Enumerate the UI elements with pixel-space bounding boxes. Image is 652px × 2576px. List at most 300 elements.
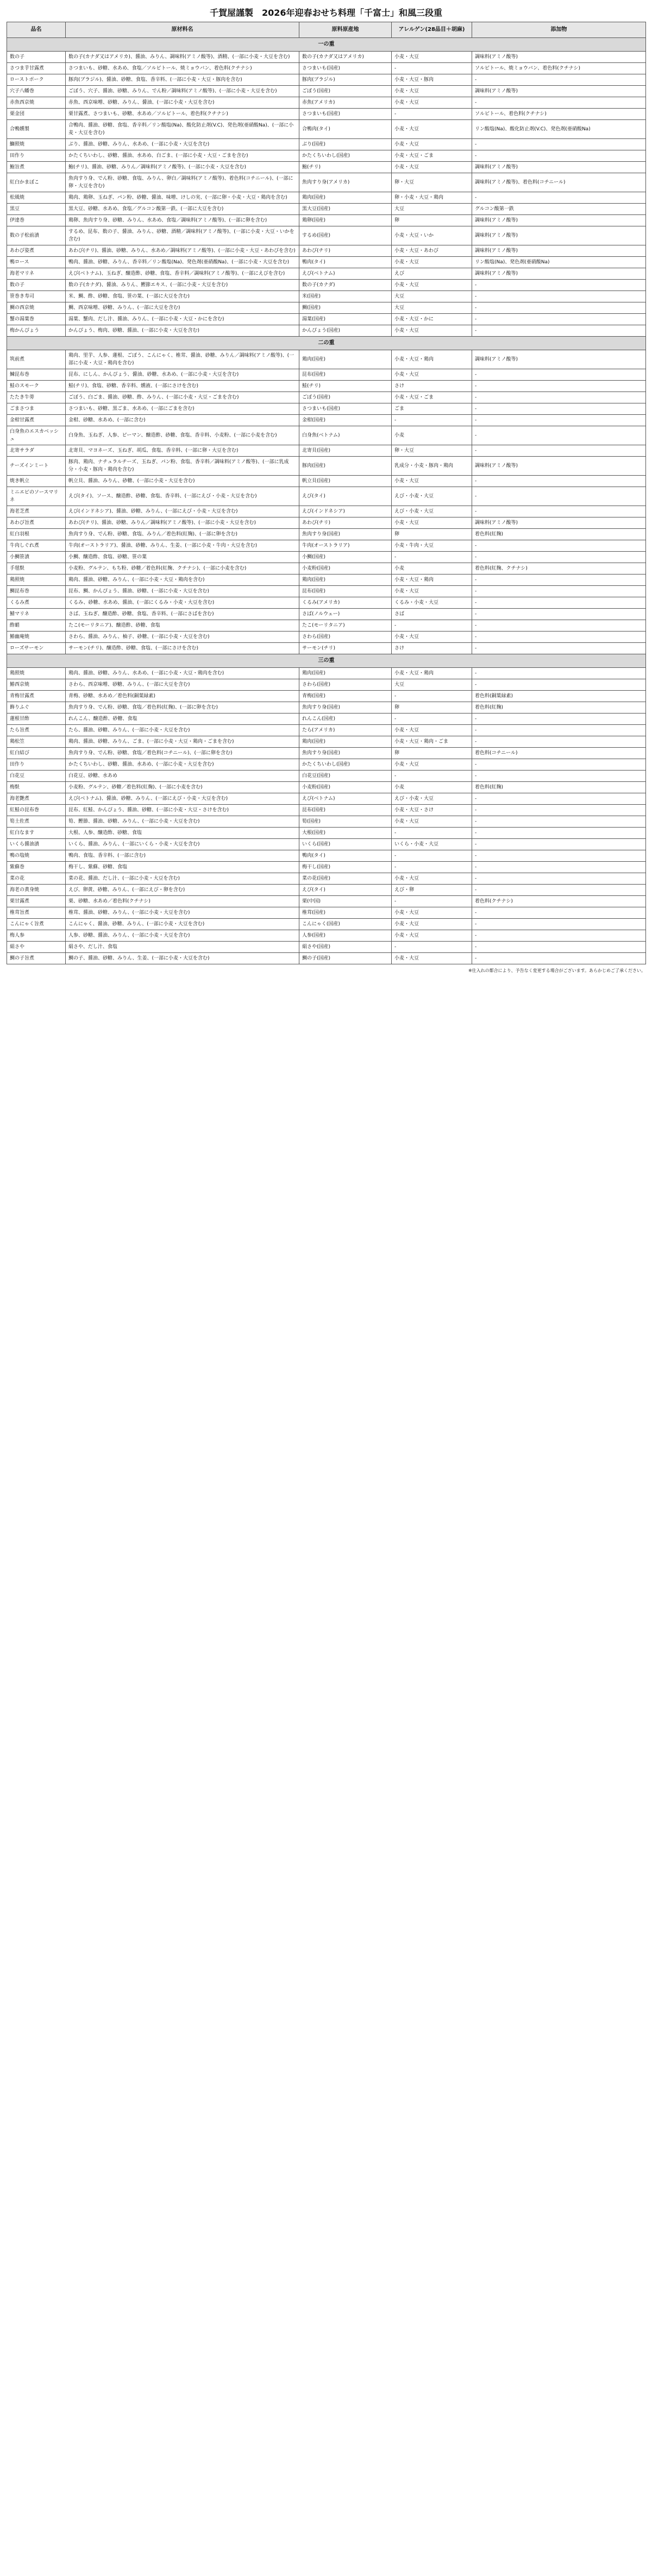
cell-allergens: えび・小麦・大豆 <box>392 506 472 517</box>
cell-additives: - <box>472 793 646 805</box>
table-row <box>7 643 646 654</box>
cell-additives: 着色料(銅葉緑素) <box>472 691 646 702</box>
cell-product-name: 鯖マリネ <box>7 609 66 620</box>
cell-origin: 魚肉すり身(国産) <box>299 702 392 714</box>
cell-origin: 鶏肉(国産) <box>299 574 392 586</box>
cell-additives: - <box>472 668 646 679</box>
tier-label: 二の重 <box>7 337 646 350</box>
table-row <box>7 381 646 392</box>
cell-allergens: 小麦 <box>392 563 472 574</box>
cell-ingredients: さば、玉ねぎ、醸造酢、砂糖、食塩、香辛料、(一部にさばを含む) <box>66 609 299 620</box>
cell-ingredients: 青梅、砂糖、水あめ／着色料(銅葉緑素) <box>66 691 299 702</box>
cell-ingredients: 豚肉(ブラジル)、醤油、砂糖、食塩、香辛料、(一部に小麦・大豆・豚肉を含む) <box>66 74 299 86</box>
cell-additives: - <box>472 574 646 586</box>
table-row <box>7 725 646 736</box>
cell-allergens: くるみ・小麦・大豆 <box>392 597 472 609</box>
tier-label: 三の重 <box>7 654 646 668</box>
table-row <box>7 805 646 816</box>
cell-ingredients: 小鯛、醸造酢、食塩、砂糖、笹の葉 <box>66 552 299 563</box>
cell-allergens: 小麦・大豆 <box>392 120 472 139</box>
cell-origin: えび(タイ) <box>299 487 392 506</box>
cell-ingredients: 白花豆、砂糖、水あめ <box>66 771 299 782</box>
table-row <box>7 426 646 445</box>
cell-additives: 調味料(アミノ酸等)、着色料(コチニール) <box>472 173 646 192</box>
table-row <box>7 268 646 280</box>
cell-allergens: えび <box>392 268 472 280</box>
cell-product-name: 笹巻き寿司 <box>7 291 66 302</box>
cell-origin: 梅干し(国産) <box>299 862 392 873</box>
table-row <box>7 291 646 302</box>
table-row <box>7 74 646 86</box>
header-additives: 添加物 <box>472 22 646 38</box>
cell-ingredients: 帆立貝、醤油、みりん、砂糖、(一部に小麦・大豆を含む) <box>66 476 299 487</box>
header-allergens: アレルゲン(28品目＋胡麻) <box>392 22 472 38</box>
cell-allergens: - <box>392 109 472 120</box>
cell-allergens: 小麦・大豆 <box>392 725 472 736</box>
cell-ingredients: 豚肉、鶏肉、ナチュラルチーズ、玉ねぎ、パン粉、食塩、香辛料／調味料(アミノ酸等)、(一部に乳成分・小麦・豚肉・鶏肉を含む) <box>66 457 299 476</box>
cell-origin: えび(タイ) <box>299 885 392 896</box>
cell-additives: - <box>472 850 646 862</box>
cell-product-name: 数の子松前漬 <box>7 226 66 245</box>
cell-allergens: 卵・大豆 <box>392 445 472 457</box>
cell-product-name: さつま芋甘露煮 <box>7 63 66 74</box>
cell-additives: 調味料(アミノ酸等) <box>472 517 646 529</box>
cell-allergens: 小麦・大豆 <box>392 919 472 930</box>
cell-product-name: 梅麩 <box>7 782 66 793</box>
table-row <box>7 552 646 563</box>
cell-additives: - <box>472 873 646 885</box>
cell-additives: - <box>472 314 646 325</box>
cell-additives: - <box>472 771 646 782</box>
cell-additives: - <box>472 540 646 552</box>
table-row <box>7 506 646 517</box>
table-row <box>7 86 646 97</box>
cell-ingredients: 鶏肉、醤油、砂糖、みりん、ごま、(一部に小麦・大豆・鶏肉・ごまを含む) <box>66 736 299 748</box>
cell-origin: 鴨肉(タイ) <box>299 850 392 862</box>
cell-origin: 金柑(国産) <box>299 415 392 426</box>
cell-product-name: 鶏松笠 <box>7 736 66 748</box>
table-row <box>7 702 646 714</box>
cell-product-name: 紅白結び <box>7 748 66 759</box>
cell-origin: 大根(国産) <box>299 828 392 839</box>
cell-product-name: 田作り <box>7 150 66 162</box>
table-row <box>7 839 646 850</box>
table-row <box>7 953 646 964</box>
cell-allergens: 卵 <box>392 702 472 714</box>
table-row <box>7 314 646 325</box>
cell-origin: 昆布(国産) <box>299 586 392 597</box>
cell-additives: - <box>472 816 646 828</box>
cell-additives: 調味料(アミノ酸等) <box>472 215 646 226</box>
cell-allergens: 小麦・大豆・いか <box>392 226 472 245</box>
cell-additives: グルコン酸第一鉄 <box>472 204 646 215</box>
cell-product-name: 田作り <box>7 759 66 771</box>
cell-additives: - <box>472 907 646 919</box>
cell-ingredients: 米、鯛、酢、砂糖、食塩、笹の葉、(一部に大豆を含む) <box>66 291 299 302</box>
cell-allergens: 大豆 <box>392 302 472 314</box>
cell-allergens: - <box>392 714 472 725</box>
cell-origin: 合鴨肉(タイ) <box>299 120 392 139</box>
cell-product-name: 鯛の子旨煮 <box>7 953 66 964</box>
cell-product-name: 鰊昆布巻 <box>7 369 66 381</box>
table-row <box>7 748 646 759</box>
cell-product-name: 海老マリネ <box>7 268 66 280</box>
cell-allergens: 乳成分・小麦・豚肉・鶏肉 <box>392 457 472 476</box>
table-row <box>7 162 646 173</box>
table-row <box>7 403 646 415</box>
table-row <box>7 257 646 268</box>
cell-ingredients: 魚肉すり身、でん粉、砂糖、食塩、みりん／着色料(紅麹)、(一部に卵を含む) <box>66 529 299 540</box>
cell-additives: 調味料(アミノ酸等) <box>472 52 646 63</box>
cell-allergens: ごま <box>392 403 472 415</box>
cell-ingredients: ごぼう、穴子、醤油、砂糖、みりん、でん粉／調味料(アミノ酸等)、(一部に小麦・大豆を含む) <box>66 86 299 97</box>
table-row <box>7 204 646 215</box>
cell-allergens: 小麦・大豆 <box>392 873 472 885</box>
cell-ingredients: 筍、鰹節、醤油、砂糖、みりん、(一部に小麦・大豆を含む) <box>66 816 299 828</box>
cell-additives: - <box>472 506 646 517</box>
cell-product-name: 数の子 <box>7 280 66 291</box>
cell-product-name: 筍土佐煮 <box>7 816 66 828</box>
cell-allergens: 小麦・大豆 <box>392 517 472 529</box>
tier-row <box>7 38 646 52</box>
cell-origin: くるみ(アメリカ) <box>299 597 392 609</box>
cell-allergens: - <box>392 771 472 782</box>
cell-origin: するめ(国産) <box>299 226 392 245</box>
cell-product-name: 酢蛸 <box>7 620 66 632</box>
cell-origin: 魚肉すり身(国産) <box>299 748 392 759</box>
table-row <box>7 457 646 476</box>
cell-origin: ごぼう(国産) <box>299 392 392 403</box>
cell-ingredients: えび(ベトナム)、玉ねぎ、醸造酢、砂糖、食塩、香辛料／調味料(アミノ酸等)、(一部にえびを含む) <box>66 268 299 280</box>
cell-origin: 豚肉(国産) <box>299 457 392 476</box>
cell-allergens: 小麦 <box>392 426 472 445</box>
cell-additives: - <box>472 552 646 563</box>
table-row <box>7 139 646 150</box>
cell-additives: 調味料(アミノ酸等) <box>472 457 646 476</box>
cell-origin: 人参(国産) <box>299 930 392 942</box>
cell-additives: - <box>472 736 646 748</box>
cell-allergens: 卵 <box>392 748 472 759</box>
cell-product-name: 金柑甘露煮 <box>7 415 66 426</box>
cell-product-name: たら旨煮 <box>7 725 66 736</box>
cell-additives: - <box>472 586 646 597</box>
document <box>7 4 645 974</box>
cell-origin: えび(ベトナム) <box>299 268 392 280</box>
cell-additives: - <box>472 392 646 403</box>
cell-origin: 青梅(国産) <box>299 691 392 702</box>
cell-origin: 数の子(カナダ又はアメリカ) <box>299 52 392 63</box>
cell-origin: さわら(国産) <box>299 679 392 691</box>
cell-product-name: 紅鮭の昆布巻 <box>7 805 66 816</box>
cell-additives: - <box>472 725 646 736</box>
cell-additives: - <box>472 828 646 839</box>
cell-allergens: 小麦・大豆 <box>392 97 472 109</box>
cell-product-name: 鯛の西京焼 <box>7 302 66 314</box>
table-row <box>7 930 646 942</box>
cell-product-name: 蓮根甘酢 <box>7 714 66 725</box>
cell-ingredients: 鯛の子、醤油、砂糖、みりん、生姜、(一部に小麦・大豆を含む) <box>66 953 299 964</box>
table-row <box>7 120 646 139</box>
cell-allergens: 小麦・大豆・鶏肉 <box>392 574 472 586</box>
cell-additives: 着色料(紅麹) <box>472 529 646 540</box>
cell-product-name: 合鴨燻製 <box>7 120 66 139</box>
table-row <box>7 529 646 540</box>
cell-ingredients: 椎茸、醤油、砂糖、みりん、(一部に小麦・大豆を含む) <box>66 907 299 919</box>
cell-origin: 昆布(国産) <box>299 369 392 381</box>
cell-ingredients: えび(ベトナム)、醤油、砂糖、みりん、(一部にえび・小麦・大豆を含む) <box>66 793 299 805</box>
cell-allergens: 卵・小麦・大豆・鶏肉 <box>392 192 472 204</box>
cell-additives: 着色料(紅麹、クチナシ) <box>472 563 646 574</box>
cell-origin: 北寄貝(国産) <box>299 445 392 457</box>
cell-additives: - <box>472 445 646 457</box>
table-row <box>7 609 646 620</box>
cell-origin: 昆布(国産) <box>299 805 392 816</box>
cell-origin: 絹さや(国産) <box>299 942 392 953</box>
cell-additives: - <box>472 280 646 291</box>
cell-origin: 魚肉すり身(アメリカ) <box>299 173 392 192</box>
cell-ingredients: 梅干し、紫蘇、砂糖、食塩 <box>66 862 299 873</box>
cell-allergens: さけ <box>392 643 472 654</box>
cell-additives: - <box>472 381 646 392</box>
table-row <box>7 736 646 748</box>
cell-additives: ソルビトール、焼ミョウバン、着色料(クチナシ) <box>472 63 646 74</box>
cell-product-name: 椎茸旨煮 <box>7 907 66 919</box>
cell-additives: 調味料(アミノ酸等) <box>472 226 646 245</box>
cell-product-name: 梅かんぴょう <box>7 325 66 337</box>
cell-origin: 鴨肉(タイ) <box>299 257 392 268</box>
cell-allergens: 小麦・大豆 <box>392 369 472 381</box>
table-row <box>7 759 646 771</box>
cell-origin: サーモン(チリ) <box>299 643 392 654</box>
cell-additives: 着色料(紅麹) <box>472 782 646 793</box>
cell-allergens: 大豆 <box>392 679 472 691</box>
table-row <box>7 586 646 597</box>
cell-allergens: 小麦・牛肉・大豆 <box>392 540 472 552</box>
cell-product-name: チーズインミート <box>7 457 66 476</box>
table-row <box>7 942 646 953</box>
table-row <box>7 192 646 204</box>
cell-product-name: 鯛昆布巻 <box>7 586 66 597</box>
cell-additives: - <box>472 632 646 643</box>
table-row <box>7 173 646 192</box>
table-row <box>7 574 646 586</box>
table-row <box>7 620 646 632</box>
cell-ingredients: 鯛、西京味噌、砂糖、みりん、(一部に大豆を含む) <box>66 302 299 314</box>
cell-additives: - <box>472 953 646 964</box>
table-row <box>7 873 646 885</box>
cell-additives: - <box>472 862 646 873</box>
cell-ingredients: サーモン(チリ)、醸造酢、砂糖、食塩、(一部にさけを含む) <box>66 643 299 654</box>
cell-origin: 鮑(チリ) <box>299 162 392 173</box>
table-row <box>7 280 646 291</box>
cell-ingredients: 小麦粉、グルテン、もち粉、砂糖／着色料(紅麹、クチナシ)、(一部に小麦を含む) <box>66 563 299 574</box>
table-row <box>7 226 646 245</box>
cell-product-name: 小鯛笹漬 <box>7 552 66 563</box>
cell-allergens: 小麦・大豆・あわび <box>392 245 472 257</box>
cell-origin: 小鯛(国産) <box>299 552 392 563</box>
cell-product-name: 鴨ロース <box>7 257 66 268</box>
cell-product-name: くるみ煮 <box>7 597 66 609</box>
cell-additives: - <box>472 714 646 725</box>
cell-additives: - <box>472 150 646 162</box>
cell-origin: 白身魚(ベトナム) <box>299 426 392 445</box>
cell-ingredients: 昆布、紅鮭、かんぴょう、醤油、砂糖、(一部に小麦・大豆・さけを含む) <box>66 805 299 816</box>
cell-origin: かたくちいわし(国産) <box>299 759 392 771</box>
cell-ingredients: 黒大豆、砂糖、水あめ、食塩／グルコン酸第一鉄、(一部に大豆を含む) <box>66 204 299 215</box>
cell-allergens: 大豆 <box>392 291 472 302</box>
cell-origin: 白花豆(国産) <box>299 771 392 782</box>
cell-product-name: ミニエビのソースマリネ <box>7 487 66 506</box>
cell-product-name: 梅人参 <box>7 930 66 942</box>
cell-product-name: 鮭のスモーク <box>7 381 66 392</box>
cell-product-name: 鶏照焼 <box>7 668 66 679</box>
cell-origin: さわら(国産) <box>299 632 392 643</box>
cell-ingredients: 数の子(カナダ)、醤油、みりん、鰹節エキス、(一部に小麦・大豆を含む) <box>66 280 299 291</box>
cell-product-name: 赤魚西京焼 <box>7 97 66 109</box>
cell-ingredients: 鴨肉、醤油、砂糖、みりん、香辛料／リン酸塩(Na)、発色剤(亜硝酸Na)、(一部に小麦・大豆を含む) <box>66 257 299 268</box>
table-row <box>7 350 646 369</box>
cell-allergens: - <box>392 850 472 862</box>
cell-ingredients: えび、卵黄、砂糖、みりん、(一部にえび・卵を含む) <box>66 885 299 896</box>
cell-product-name: たたき牛蒡 <box>7 392 66 403</box>
cell-ingredients: 大根、人参、醸造酢、砂糖、食塩 <box>66 828 299 839</box>
cell-additives: - <box>472 476 646 487</box>
cell-ingredients: 魚肉すり身、でん粉、砂糖、食塩／着色料(紅麹)、(一部に卵を含む) <box>66 702 299 714</box>
cell-product-name: 栗金団 <box>7 109 66 120</box>
cell-allergens: 大豆 <box>392 204 472 215</box>
cell-product-name: 青梅甘露煮 <box>7 691 66 702</box>
cell-ingredients: えび(インドネシア)、醤油、砂糖、みりん、(一部にえび・小麦・大豆を含む) <box>66 506 299 517</box>
table-row <box>7 679 646 691</box>
cell-product-name: 筑前煮 <box>7 350 66 369</box>
cell-product-name: 鶏照焼 <box>7 574 66 586</box>
cell-additives: 調味料(アミノ酸等) <box>472 245 646 257</box>
cell-product-name: 紅白羽根 <box>7 529 66 540</box>
cell-additives: ソルビトール、着色料(クチナシ) <box>472 109 646 120</box>
cell-additives: - <box>472 597 646 609</box>
cell-additives: - <box>472 487 646 506</box>
cell-origin: 菜の花(国産) <box>299 873 392 885</box>
cell-allergens: - <box>392 691 472 702</box>
header-ingredients: 原材料名 <box>66 22 299 38</box>
table-row <box>7 782 646 793</box>
cell-ingredients: 昆布、鯛、かんぴょう、醤油、砂糖、(一部に小麦・大豆を含む) <box>66 586 299 597</box>
cell-ingredients: こんにゃく、醤油、砂糖、みりん、(一部に小麦・大豆を含む) <box>66 919 299 930</box>
cell-allergens: 小麦・大豆・ごま <box>392 392 472 403</box>
cell-allergens: さけ <box>392 381 472 392</box>
cell-origin: ごぼう(国産) <box>299 86 392 97</box>
cell-additives: - <box>472 415 646 426</box>
cell-product-name: 牛肉しぐれ煮 <box>7 540 66 552</box>
table-row <box>7 714 646 725</box>
cell-origin: さつまいも(国産) <box>299 403 392 415</box>
cell-allergens: えび・小麦・大豆 <box>392 793 472 805</box>
table-row <box>7 415 646 426</box>
table-row <box>7 517 646 529</box>
cell-ingredients: するめ、昆布、数の子、醤油、みりん、砂糖、酒精／調味料(アミノ酸等)、(一部に小麦・大豆・いかを含む) <box>66 226 299 245</box>
cell-additives: - <box>472 403 646 415</box>
table-row <box>7 862 646 873</box>
cell-ingredients: 湯葉、蟹肉、だし汁、醤油、みりん、(一部に小麦・大豆・かにを含む) <box>66 314 299 325</box>
cell-additives: - <box>472 620 646 632</box>
cell-allergens: 小麦・大豆・鶏肉・ごま <box>392 736 472 748</box>
table-row <box>7 885 646 896</box>
cell-ingredients: 北寄貝、マヨネーズ、玉ねぎ、胡瓜、食塩、香辛料、(一部に卵・大豆を含む) <box>66 445 299 457</box>
cell-ingredients: 牛肉(オーストラリア)、醤油、砂糖、みりん、生姜、(一部に小麦・牛肉・大豆を含む) <box>66 540 299 552</box>
cell-allergens: えび・小麦・大豆 <box>392 487 472 506</box>
cell-allergens: 卵・大豆 <box>392 173 472 192</box>
cell-allergens: - <box>392 862 472 873</box>
cell-product-name: 黒豆 <box>7 204 66 215</box>
table-row <box>7 597 646 609</box>
cell-allergens: 小麦・大豆 <box>392 325 472 337</box>
cell-product-name: ローストポーク <box>7 74 66 86</box>
cell-ingredients: 鶏肉、里芋、人参、蓮根、ごぼう、こんにゃく、椎茸、醤油、砂糖、みりん／調味料(アミノ酸等)、(一部に小麦・大豆・鶏肉を含む) <box>66 350 299 369</box>
cell-additives: - <box>472 302 646 314</box>
table-row <box>7 771 646 782</box>
cell-allergens: - <box>392 942 472 953</box>
cell-origin: いくら(国産) <box>299 839 392 850</box>
cell-allergens: 小麦・大豆・かに <box>392 314 472 325</box>
cell-ingredients: さつまいも、砂糖、水あめ、食塩／ソルビトール、焼ミョウバン、着色料(クチナシ) <box>66 63 299 74</box>
cell-product-name: 鴨の塩焼 <box>7 850 66 862</box>
cell-ingredients: ぶり、醤油、砂糖、みりん、水あめ、(一部に小麦・大豆を含む) <box>66 139 299 150</box>
table-row <box>7 109 646 120</box>
cell-ingredients: かたくちいわし、砂糖、醤油、水あめ、白ごま、(一部に小麦・大豆・ごまを含む) <box>66 150 299 162</box>
cell-additives: - <box>472 805 646 816</box>
cell-product-name: 紅白かまぼこ <box>7 173 66 192</box>
cell-product-name: 海老の黄身焼 <box>7 885 66 896</box>
table-row <box>7 919 646 930</box>
cell-allergens: 卵 <box>392 529 472 540</box>
cell-additives: 調味料(アミノ酸等) <box>472 268 646 280</box>
cell-origin: 鶏肉(国産) <box>299 192 392 204</box>
table-row <box>7 52 646 63</box>
cell-ingredients: あわび(チリ)、醤油、砂糖、みりん／調味料(アミノ酸等)、(一部に小麦・大豆を含む) <box>66 517 299 529</box>
cell-origin: 豚肉(ブラジル) <box>299 74 392 86</box>
table-row <box>7 63 646 74</box>
cell-allergens: 卵 <box>392 215 472 226</box>
cell-ingredients: れんこん、醸造酢、砂糖、食塩 <box>66 714 299 725</box>
cell-product-name: 伊達巻 <box>7 215 66 226</box>
cell-ingredients: 魚肉すり身、でん粉、砂糖、食塩、みりん、卵白／調味料(アミノ酸等)、着色料(コチニール)、(一部に卵・大豆を含む) <box>66 173 299 192</box>
cell-product-name: 鮑旨煮 <box>7 162 66 173</box>
cell-product-name: 菜の花 <box>7 873 66 885</box>
cell-ingredients: かたくちいわし、砂糖、醤油、水あめ、(一部に小麦・大豆を含む) <box>66 759 299 771</box>
cell-origin: 椎茸(国産) <box>299 907 392 919</box>
cell-product-name: ごまさつま <box>7 403 66 415</box>
cell-product-name: 鰆西京焼 <box>7 679 66 691</box>
cell-additives: - <box>472 919 646 930</box>
cell-allergens: 小麦・大豆 <box>392 930 472 942</box>
cell-origin: たら(アメリカ) <box>299 725 392 736</box>
cell-allergens: - <box>392 896 472 907</box>
cell-ingredients: くるみ、砂糖、水あめ、醤油、(一部にくるみ・小麦・大豆を含む) <box>66 597 299 609</box>
table-row <box>7 563 646 574</box>
cell-additives: - <box>472 839 646 850</box>
cell-origin: 黒大豆(国産) <box>299 204 392 215</box>
cell-allergens: 小麦・大豆・鶏肉 <box>392 350 472 369</box>
cell-allergens: 小麦・大豆 <box>392 953 472 964</box>
cell-ingredients: 昆布、にしん、かんぴょう、醤油、砂糖、水あめ、(一部に小麦・大豆を含む) <box>66 369 299 381</box>
cell-ingredients: かんぴょう、梅肉、砂糖、醤油、(一部に小麦・大豆を含む) <box>66 325 299 337</box>
cell-allergens: 小麦・大豆 <box>392 632 472 643</box>
cell-ingredients: えび(タイ)、ソース、醸造酢、砂糖、食塩、香辛料、(一部にえび・小麦・大豆を含む) <box>66 487 299 506</box>
cell-allergens: 小麦・大豆 <box>392 257 472 268</box>
cell-allergens: 小麦 <box>392 782 472 793</box>
cell-origin: 鮭(チリ) <box>299 381 392 392</box>
cell-ingredients: 栗、砂糖、水あめ／着色料(クチナシ) <box>66 896 299 907</box>
